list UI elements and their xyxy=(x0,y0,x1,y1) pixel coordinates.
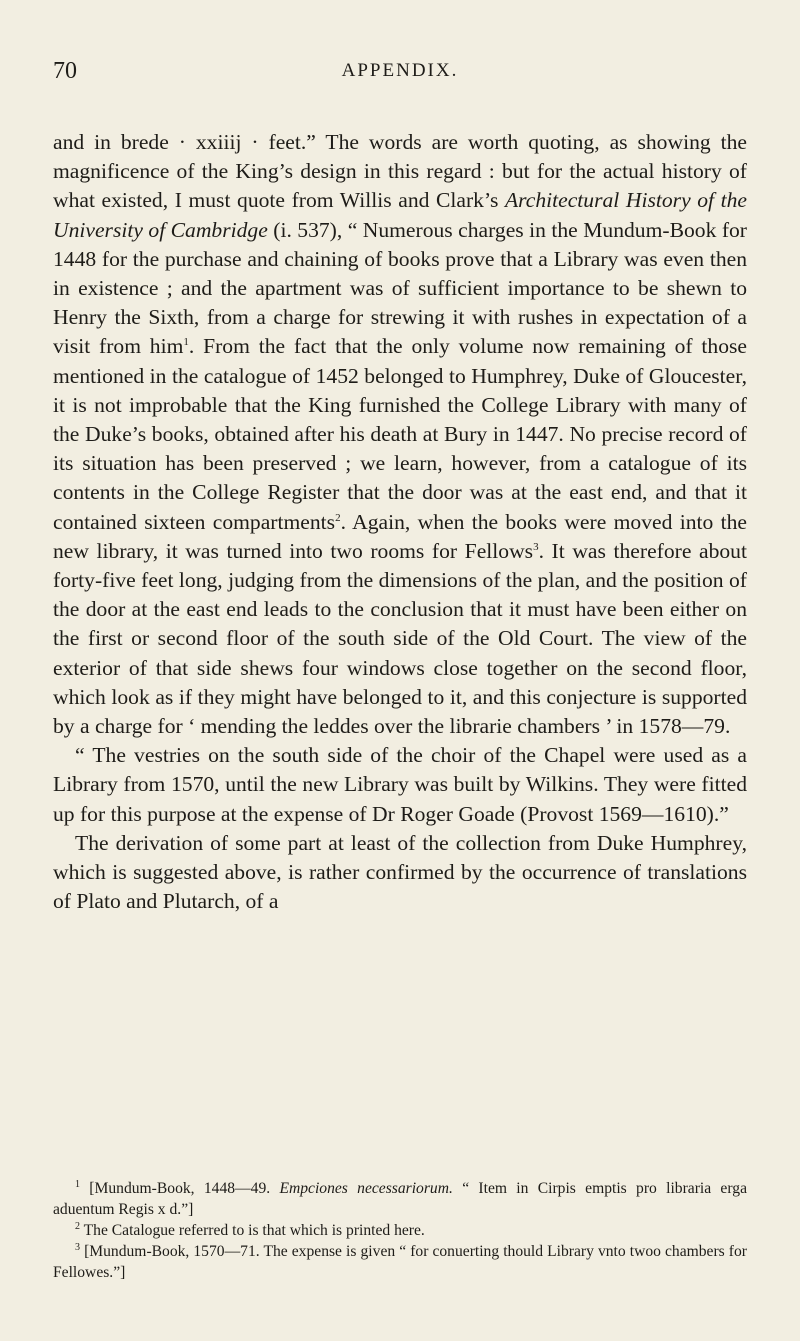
footnote-ref-3[interactable]: 3 xyxy=(533,540,539,553)
footnote-ref-1[interactable]: 1 xyxy=(183,336,189,349)
footnote-2: $^2$ The Catalogue referred to is that which is printed here. xyxy=(75,1220,425,1239)
running-head: APPENDIX. xyxy=(341,60,459,81)
page-header xyxy=(53,58,747,88)
footnote-1: $^1$ [Mundum-Book, 1448—49. Empciones necessariorum. “ Item in Cirpis emptis pro libraria erga aduentum Regis x d.”] xyxy=(53,1178,747,1218)
footnotes xyxy=(53,1178,747,1283)
paragraph-2: “ The vestries on the south side of the choir of the Chapel were used as a Library from 1570, until the new Library was built by Wilkins. They were fitted up for this purpose at the expense of Dr Roger Goade (Provost 1569—1610).” xyxy=(53,743,747,826)
body-text xyxy=(53,128,747,916)
footnote-ref-2[interactable]: 2 xyxy=(335,511,341,524)
paragraph-1: and in brede · xxiiij · feet.” The words are worth quoting, as showing the magnificence of the King’s design in this regard : but for the actual history of what existed, I must quote from Willis and Clark’s Architectural History of the University of Cambridge (i. 537), “ Numerous charges in the Mundum-Book for 1448 for the purchase and chaining of books prove that a Library was even then in existence ; and the apartment was of sufficient importance to be shewn to Henry the Sixth, from a charge for strewing it with rushes in expectation of a visit from him$^1$. From the fact that the only volume now remaining of those mentioned in the catalogue of 1452 belonged to Humphrey, Duke of Gloucester, it is not improbable that the King furnished the College Library with many of the Duke’s books, obtained after his death at Bury in 1447. No precise record of its situation has been preserved ; we learn, however, from a catalogue of its contents in the College Register that the door was at the east end, and that it contained sixteen compartments$^2$. Again, when the books were moved into the new library, it was turned into two rooms for Fellows$^3$. It was therefore about forty-five feet long, judging from the dimensions of the plan, and the position of the door at the east end leads to the conclusion that it must have been either on the first or second floor of the south side of the Old Court. The view of the exterior of that side shews four windows close together on the second floor, which look as if they might have belonged to it, and this conjecture is supported by a charge for ‘ mending the leddes over the librarie chambers ’ in 1578—79. xyxy=(53,130,748,739)
book-title: Architectural History of the University of Cambridge xyxy=(53,188,747,242)
footnote-3: $^3$ [Mundum-Book, 1570—71. The expense is given “ for conuerting thould Library vnto twoo chambers for Fellowes.”] xyxy=(53,1241,747,1281)
paragraph-3: The derivation of some part at least of the collection from Duke Humphrey, which is suggested above, is rather confirmed by the occurrence of translations of Plato and Plutarch, of a xyxy=(53,830,747,914)
page-number: 70 xyxy=(53,58,77,84)
